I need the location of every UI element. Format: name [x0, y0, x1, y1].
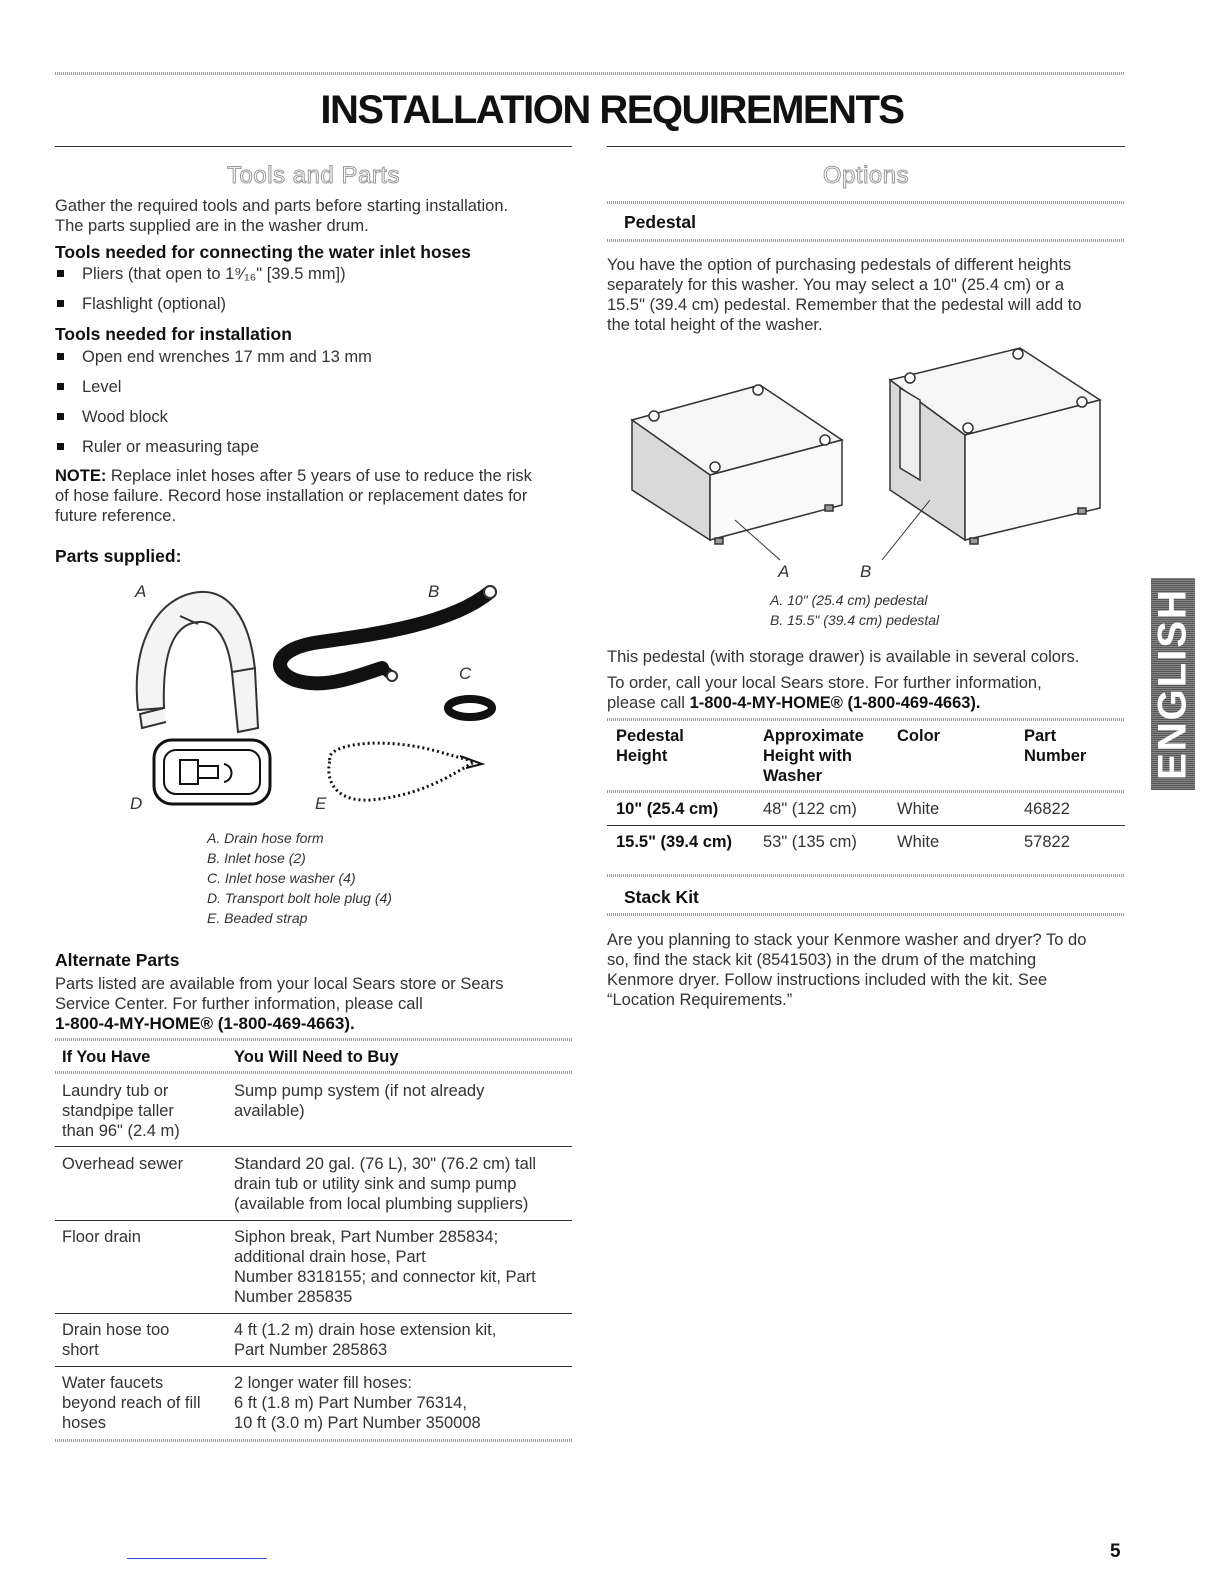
pedestal-col-header-height: Pedestal Height [616, 727, 684, 765]
alternate-line-1: Parts listed are available from your local Sears store or Sears [55, 975, 504, 993]
part-label-b: B [428, 582, 440, 601]
pedestal-caption-a: A. 10" (25.4 cm) pedestal [770, 592, 928, 608]
install-tool-item: Ruler or measuring tape [57, 437, 259, 457]
options-section-rule [607, 146, 1125, 147]
alternate-phone: 1-800-4-MY-HOME® (1-800-469-4663). [55, 1014, 355, 1033]
header-dotted-rule [55, 72, 1125, 75]
pedestal-b-illustration [890, 348, 1100, 544]
beaded-strap-illustration [329, 743, 482, 800]
pedestal-order-line-1: To order, call your local Sears store. For further information, [607, 674, 1042, 692]
part-label-e: E [315, 794, 327, 813]
page-title: INSTALLATION REQUIREMENTS [320, 88, 904, 132]
pedestal-part-cell: 46822 [1024, 800, 1070, 818]
bullet-icon [57, 383, 64, 390]
bullet-icon [57, 270, 64, 277]
pedestal-colors-line: This pedestal (with storage drawer) is available in several colors. [607, 648, 1080, 666]
pedestal-bottom-rule [607, 239, 1125, 242]
alt-buy-cell: Siphon break, Part Number 285834; additional drain hose, Part Number 8318155; and connector kit, Part Number 285835 [234, 1228, 536, 1306]
alt-row-divider [55, 1146, 572, 1147]
note-line-3: future reference. [55, 507, 177, 525]
alternate-line-2: Service Center. For further information, please call [55, 995, 423, 1013]
pedestal-phone: 1-800-4-MY-HOME® (1-800-469-4663). [689, 694, 981, 712]
alt-have-cell: Overhead sewer [62, 1155, 184, 1173]
bullet-icon [57, 443, 64, 450]
part-label-d: D [130, 794, 143, 813]
pedestal-approx-cell: 48" (122 cm) [763, 800, 857, 818]
transport-bolt-plug-illustration [154, 740, 270, 804]
pedestal-table-top-rule [607, 718, 1125, 721]
install-tools-heading: Tools needed for installation [55, 324, 292, 344]
inlet-hose-washer-illustration [448, 699, 492, 717]
bullet-icon [57, 353, 64, 360]
drain-hose-form-illustration [137, 592, 258, 732]
water-tool-item: Pliers (that open to 1⁹⁄₁₆" [39.5 mm]) [57, 264, 346, 284]
pedestal-col-header-part: Part Number [1024, 727, 1087, 765]
alt-table-top-rule [55, 1038, 572, 1041]
pedestal-illustration [620, 340, 1110, 570]
stack-kit-top-rule [607, 874, 1125, 877]
note-line-2: of hose failure. Record hose installation or replacement dates for [55, 487, 528, 505]
tools-intro-line-1: Gather the required tools and parts before starting installation. [55, 197, 509, 215]
alt-have-cell: Water faucets beyond reach of fill hoses [62, 1374, 201, 1432]
bullet-icon [57, 413, 64, 420]
english-side-tab: ENGLISH [1151, 578, 1195, 790]
water-tools-heading: Tools needed for connecting the water inlet hoses [55, 242, 471, 262]
part-label-a: A [135, 582, 147, 601]
parts-caption-e: E. Beaded strap [207, 910, 308, 926]
pedestal-table-header-rule [607, 790, 1125, 793]
alt-have-cell: Drain hose too short [62, 1321, 170, 1359]
water-tool-item: Flashlight (optional) [57, 294, 226, 314]
parts-supplied-heading: Parts supplied: [55, 546, 182, 566]
alt-buy-cell: Sump pump system (if not already available) [234, 1082, 485, 1120]
pedestal-caption-b: B. 15.5" (39.4 cm) pedestal [770, 612, 940, 628]
pedestal-line-2: separately for this washer. You may select a 10" (25.4 cm) or a [607, 276, 1065, 294]
page-number: 5 [1110, 1541, 1121, 1562]
install-tool-item: Open end wrenches 17 mm and 13 mm [57, 347, 372, 367]
alt-col-header-have: If You Have [62, 1048, 151, 1066]
part-label-c: C [459, 664, 472, 683]
alt-row-divider [55, 1220, 572, 1221]
install-tool-item: Wood block [57, 407, 168, 427]
pedestal-part-cell: 57822 [1024, 833, 1070, 851]
alt-buy-cell: Standard 20 gal. (76 L), 30" (76.2 cm) tall drain tub or utility sink and sump pump (available from local plumbing suppliers) [234, 1155, 537, 1213]
pedestal-a-illustration [632, 385, 842, 544]
parts-caption-a: A. Drain hose form [207, 830, 324, 846]
alt-table-bottom-rule [55, 1439, 572, 1442]
alt-buy-cell: 4 ft (1.2 m) drain hose extension kit, Part Number 285863 [234, 1321, 497, 1359]
pedestal-heading: Pedestal [624, 212, 696, 232]
stack-kit-line-2: so, find the stack kit (8541503) in the drum of the matching [607, 951, 1037, 969]
parts-caption-b: B. Inlet hose (2) [207, 850, 306, 866]
install-tool-item: Level [57, 377, 121, 397]
tools-section-title: Tools and Parts [227, 162, 400, 189]
alt-col-header-buy: You Will Need to Buy [234, 1048, 399, 1066]
alternate-parts-heading: Alternate Parts [55, 950, 180, 970]
pedestal-approx-cell: 53" (135 cm) [763, 833, 857, 851]
pedestal-order-line-2: please call 1-800-4-MY-HOME® (1-800-469-4663). [607, 694, 981, 712]
stack-kit-line-3: Kenmore dryer. Follow instructions included with the kit. See [607, 971, 1048, 989]
stack-kit-heading: Stack Kit [624, 887, 699, 907]
stack-kit-line-4: “Location Requirements.” [607, 991, 793, 1009]
pedestal-label-a: A [778, 562, 790, 581]
pedestal-color-cell: White [897, 833, 940, 851]
pedestal-height-cell: 15.5" (39.4 cm) [616, 833, 733, 851]
pedestal-color-cell: White [897, 800, 940, 818]
bullet-icon [57, 300, 64, 307]
alt-buy-cell: 2 longer water fill hoses: 6 ft (1.8 m) Part Number 76314, 10 ft (3.0 m) Part Number 350008 [234, 1374, 481, 1432]
pedestal-row-divider [607, 825, 1125, 826]
parts-caption-c: C. Inlet hose washer (4) [207, 870, 356, 886]
stack-kit-bottom-rule [607, 913, 1125, 916]
alt-table-header-rule [55, 1071, 572, 1074]
tools-section-rule [55, 146, 572, 147]
callout-line-b [882, 500, 930, 560]
note-line-1: NOTE: Replace inlet hoses after 5 years of use to reduce the risk [55, 467, 532, 485]
alt-have-cell: Floor drain [62, 1228, 141, 1246]
parts-caption-d: D. Transport bolt hole plug (4) [207, 890, 392, 906]
pedestal-height-cell: 10" (25.4 cm) [616, 800, 719, 818]
alt-row-divider [55, 1313, 572, 1314]
pedestal-col-header-color: Color [897, 727, 941, 745]
pedestal-line-1: You have the option of purchasing pedestals of different heights [607, 256, 1072, 274]
pedestal-col-header-approx: Approximate Height with Washer [763, 727, 864, 785]
alt-row-divider [55, 1366, 572, 1367]
stack-kit-line-1: Are you planning to stack your Kenmore washer and dryer? To do [607, 931, 1087, 949]
pedestal-line-3: 15.5" (39.4 cm) pedestal. Remember that the pedestal will add to [607, 296, 1082, 314]
pedestal-line-4: the total height of the washer. [607, 316, 823, 334]
footer-line [127, 1558, 267, 1559]
alt-have-cell: Laundry tub or standpipe taller than 96" (2.4 m) [62, 1082, 180, 1140]
pedestal-label-b: B [860, 562, 872, 581]
options-section-title: Options [822, 162, 910, 189]
pedestal-top-rule [607, 201, 1125, 204]
tools-intro-line-2: The parts supplied are in the washer drum. [55, 217, 369, 235]
parts-illustration [120, 580, 520, 820]
